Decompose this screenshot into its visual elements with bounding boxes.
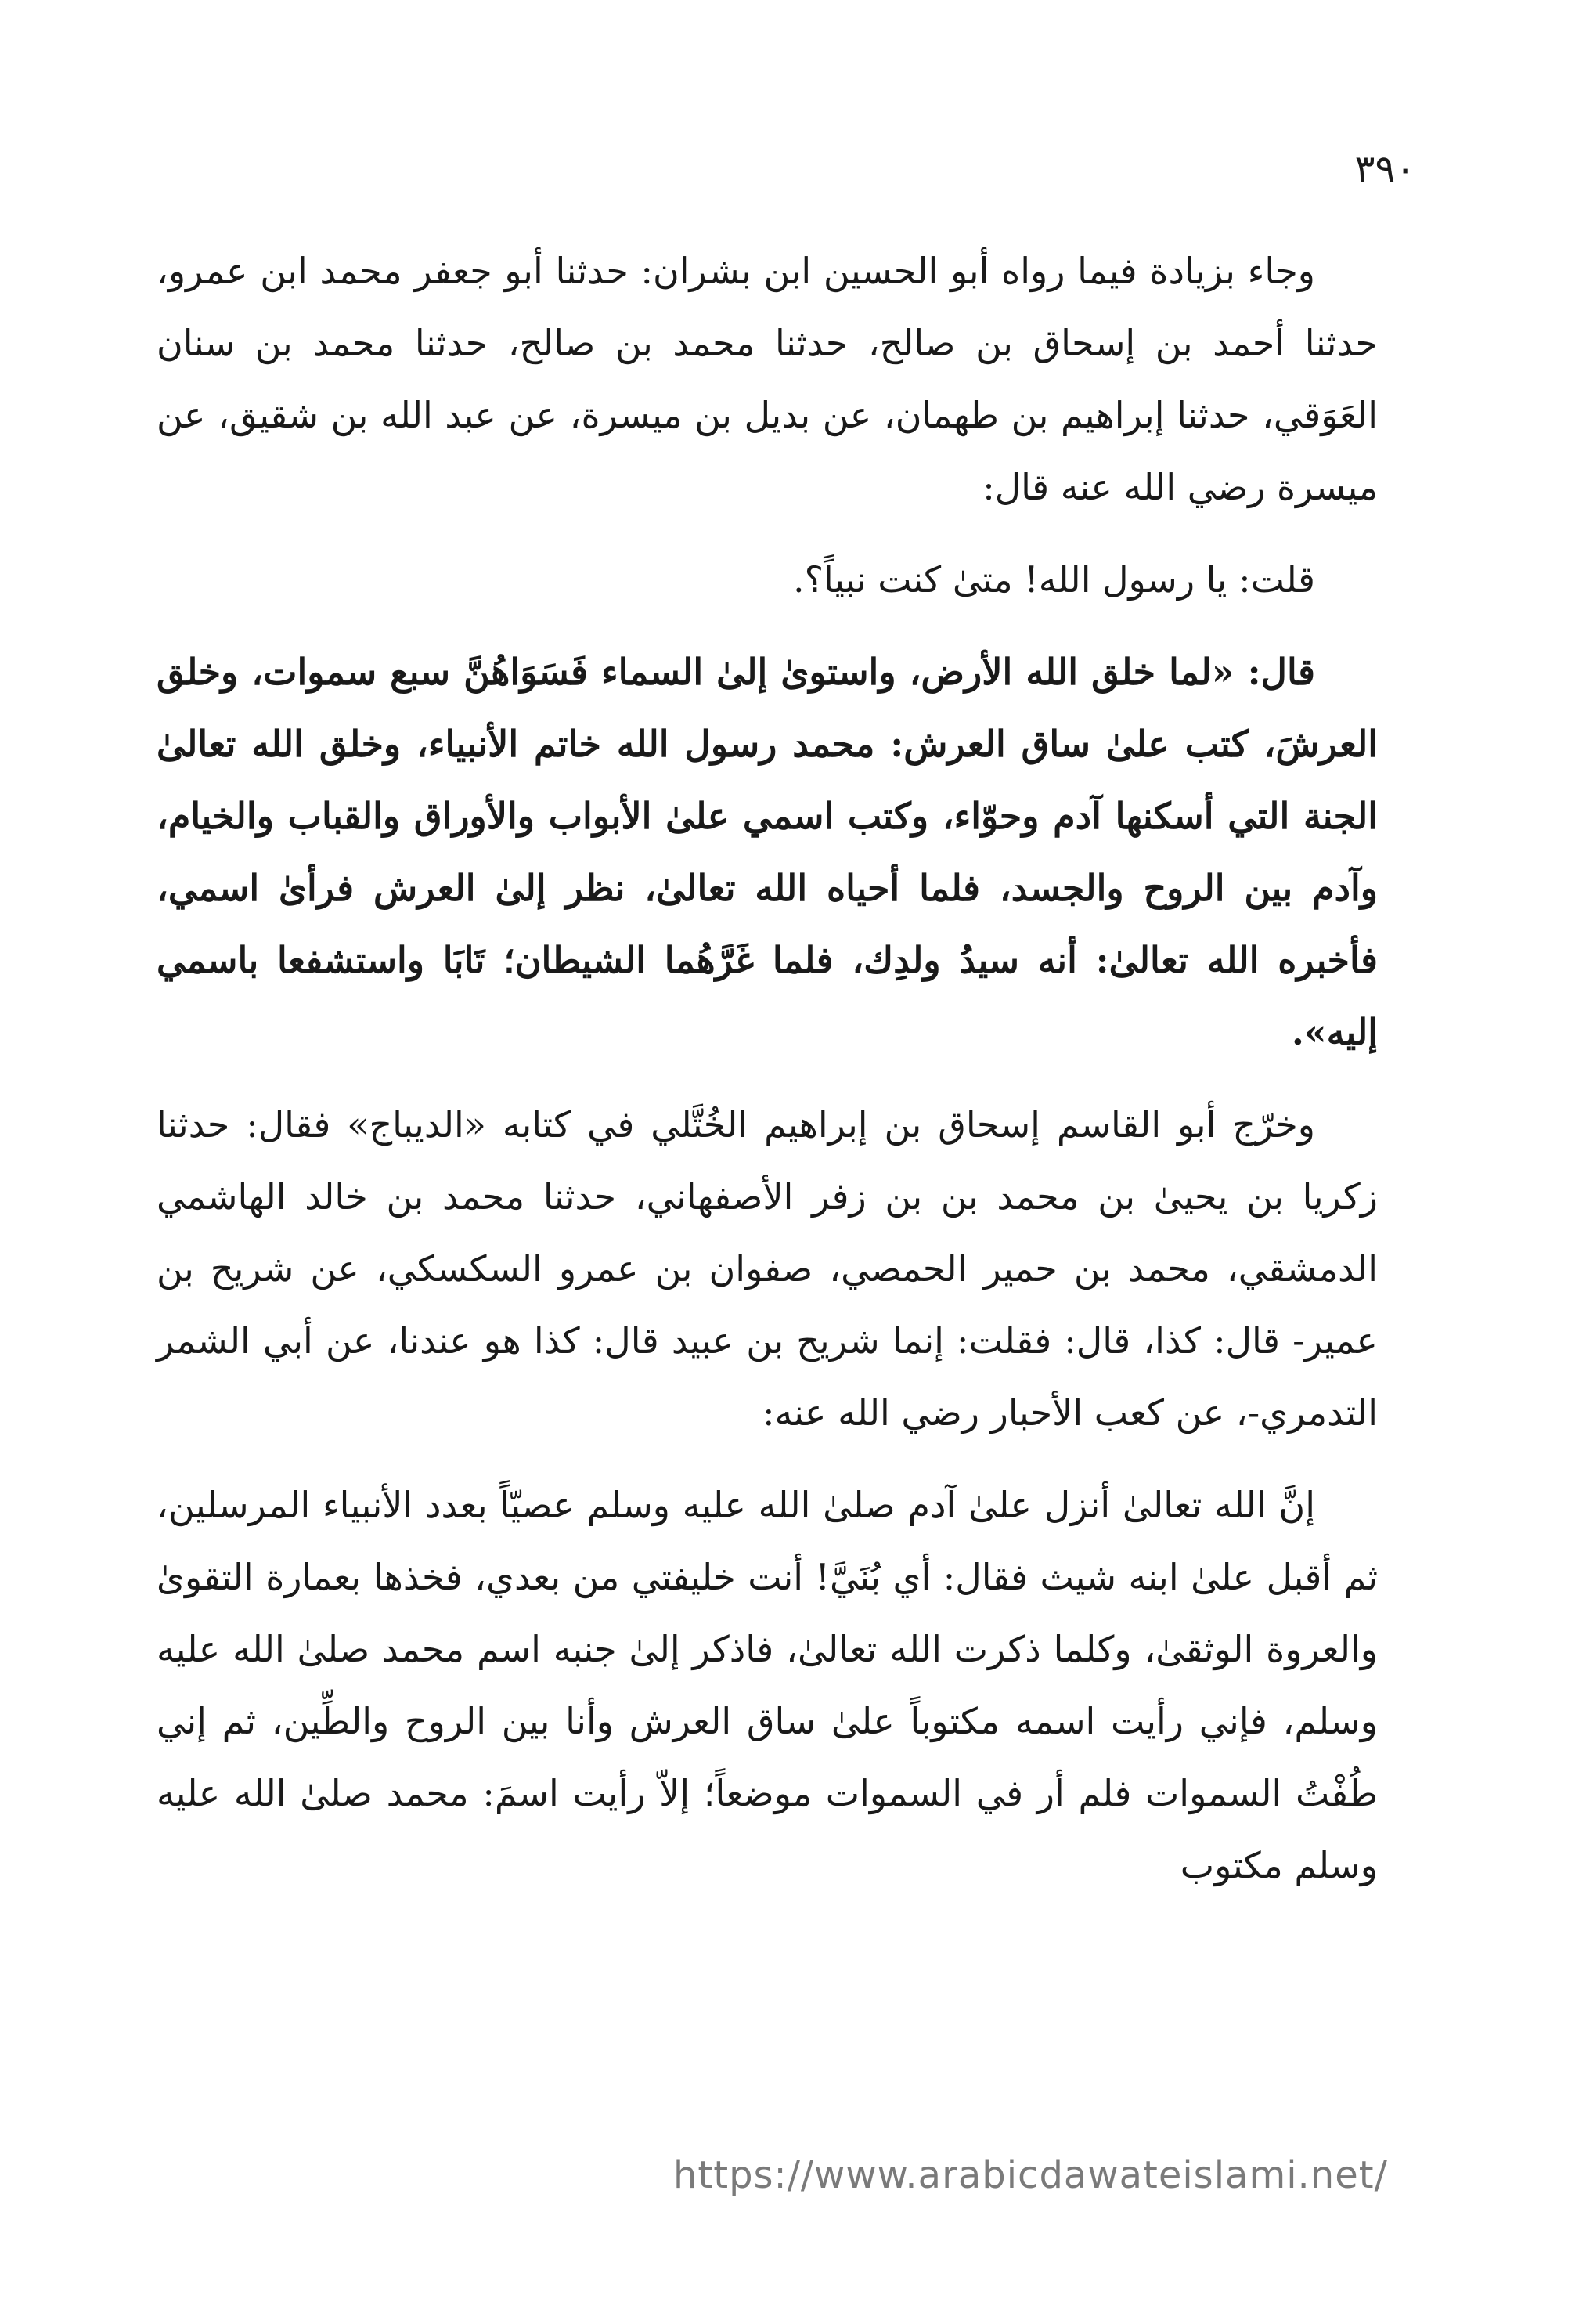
paragraph-2: قلت: يا رسول الله! متىٰ كنت نبياً؟.: [793, 558, 1315, 601]
watermark-url[interactable]: https://www.arabicdawateislami.net/: [673, 2153, 1388, 2197]
paragraph-3-hadith: قال: «لما خلق الله الأرض، واستوىٰ إلىٰ السماء فَسَوَاهُنَّ سبع سموات، وخلق العرشَ، كتب علىٰ ساق العرش: محمد رسول الله خاتم الأنبياء، وخلق الله تعالىٰ الجنة التي أسكنها آدم وحوّاء، وكتب اسمي علىٰ الأبواب والأوراق والقباب والخيام، وآدم بين الروح والجسد، فلما أحياه الله تعالىٰ، نظر إلىٰ العرش فرأىٰ اسمي، فأخبره الله تعالىٰ: أنه سيدُ ولدِك، فلما غَرَّهُما الشيطان؛ تَابَا واستشفعا باسمي إليه».: [157, 651, 1378, 1053]
paragraph-1: وجاء بزيادة فيما رواه أبو الحسين ابن بشران: حدثنا أبو جعفر محمد ابن عمرو، حدثنا أحمد بن إسحاق بن صالح، حدثنا محمد بن صالح، حدثنا محمد بن سنان العَوَقي، حدثنا إبراهيم بن طهمان، عن بديل بن ميسرة، عن عبد الله بن شقيق، عن ميسرة رضي الله عنه قال:: [157, 250, 1378, 508]
paragraph-5: إنَّ الله تعالىٰ أنزل علىٰ آدم صلىٰ الله عليه وسلم عصيّاً بعدد الأنبياء المرسلين، ثم أقبل علىٰ ابنه شيث فقال: أي بُنَيَّ! أنت خليفتي من بعدي، فخذها بعمارة التقوىٰ والعروة الوثقىٰ، وكلما ذكرت الله تعالىٰ، فاذكر إلىٰ جنبه اسم محمد صلىٰ الله عليه وسلم، فإني رأيت اسمه مكتوباً علىٰ ساق العرش وأنا بين الروح والطِّين، ثم إني طُفْتُ السموات فلم أر في السموات موضعاً؛ إلاّ رأيت اسمَ: محمد صلىٰ الله عليه وسلم مكتوب: [157, 1484, 1378, 1886]
main-text: [157, 235, 1378, 1922]
page-number: ٣٩٠: [1354, 147, 1415, 191]
paragraph-4: وخرّج أبو القاسم إسحاق بن إبراهيم الخُتَّلي في كتابه «الديباج» فقال: حدثنا زكريا بن يحيىٰ بن محمد بن بن زفر الأصفهاني، حدثنا محمد بن خالد الهاشمي الدمشقي، محمد بن حمير الحمصي، صفوان بن عمرو السكسكي، عن شريح بن عمير- قال: كذا، قال: فقلت: إنما شريح بن عبيد قال: كذا هو عندنا، عن أبي الشمر التدمري-، عن كعب الأحبار رضي الله عنه:: [157, 1103, 1378, 1434]
